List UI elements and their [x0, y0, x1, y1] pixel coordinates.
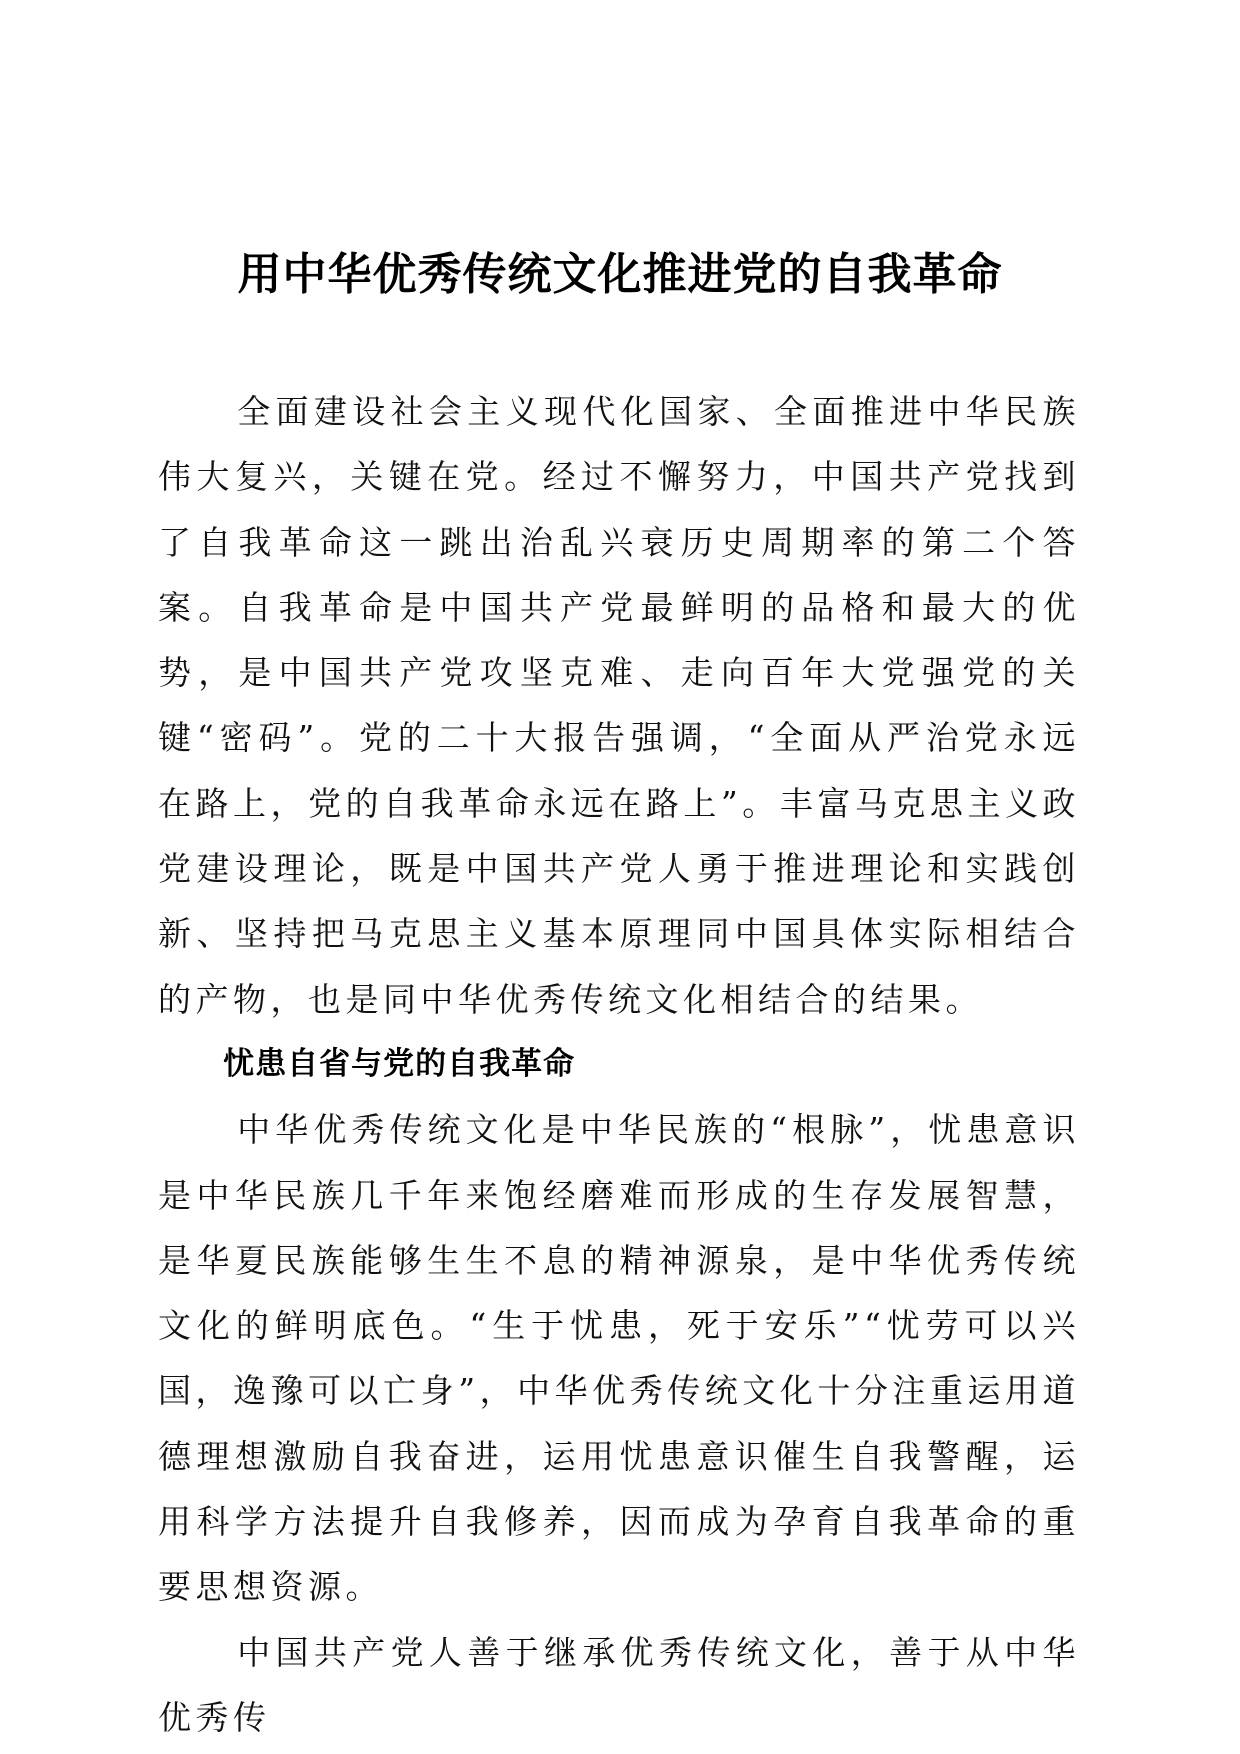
- body-paragraph: 中国共产党人善于继承优秀传统文化，善于从中华优秀传: [158, 1632, 1080, 1737]
- body-paragraph: 中华优秀传统文化是中华民族的“根脉”，忧患意识是中华民族几千年来饱经磨难而形成的生存发展智慧，是华夏民族能够生生不息的精神源泉，是中华优秀传统文化的鲜明底色。“生于忧患，死于安乐”“忧劳可以兴国，逸豫可以亡身”，中华优秀传统文化十分注重运用道德理想激励自我奋进，运用忧患意识催生自我警醒，运用科学方法提升自我修养，因而成为孕育自我革命的重要思想资源。: [158, 1110, 1080, 1607]
- document-body: [158, 379, 1080, 1750]
- body-paragraph: 全面建设社会主义现代化国家、全面推进中华民族伟大复兴，关键在党。经过不懈努力，中国共产党找到了自我革命这一跳出治乱兴衰历史周期率的第二个答案。自我革命是中国共产党最鲜明的品格和最大的优势，是中国共产党攻坚克难、走向百年大党强党的关键“密码”。党的二十大报告强调，“全面从严治党永远在路上，党的自我革命永远在路上”。丰富马克思主义政党建设理论，既是中国共产党人勇于推进理论和实践创新、坚持把马克思主义基本原理同中国具体实际相结合的产物，也是同中华优秀传统文化相结合的结果。: [158, 392, 1080, 1019]
- document-title: 用中华优秀传统文化推进党的自我革命: [237, 249, 1003, 300]
- section-heading: 忧患自省与党的自我革命: [223, 1045, 576, 1082]
